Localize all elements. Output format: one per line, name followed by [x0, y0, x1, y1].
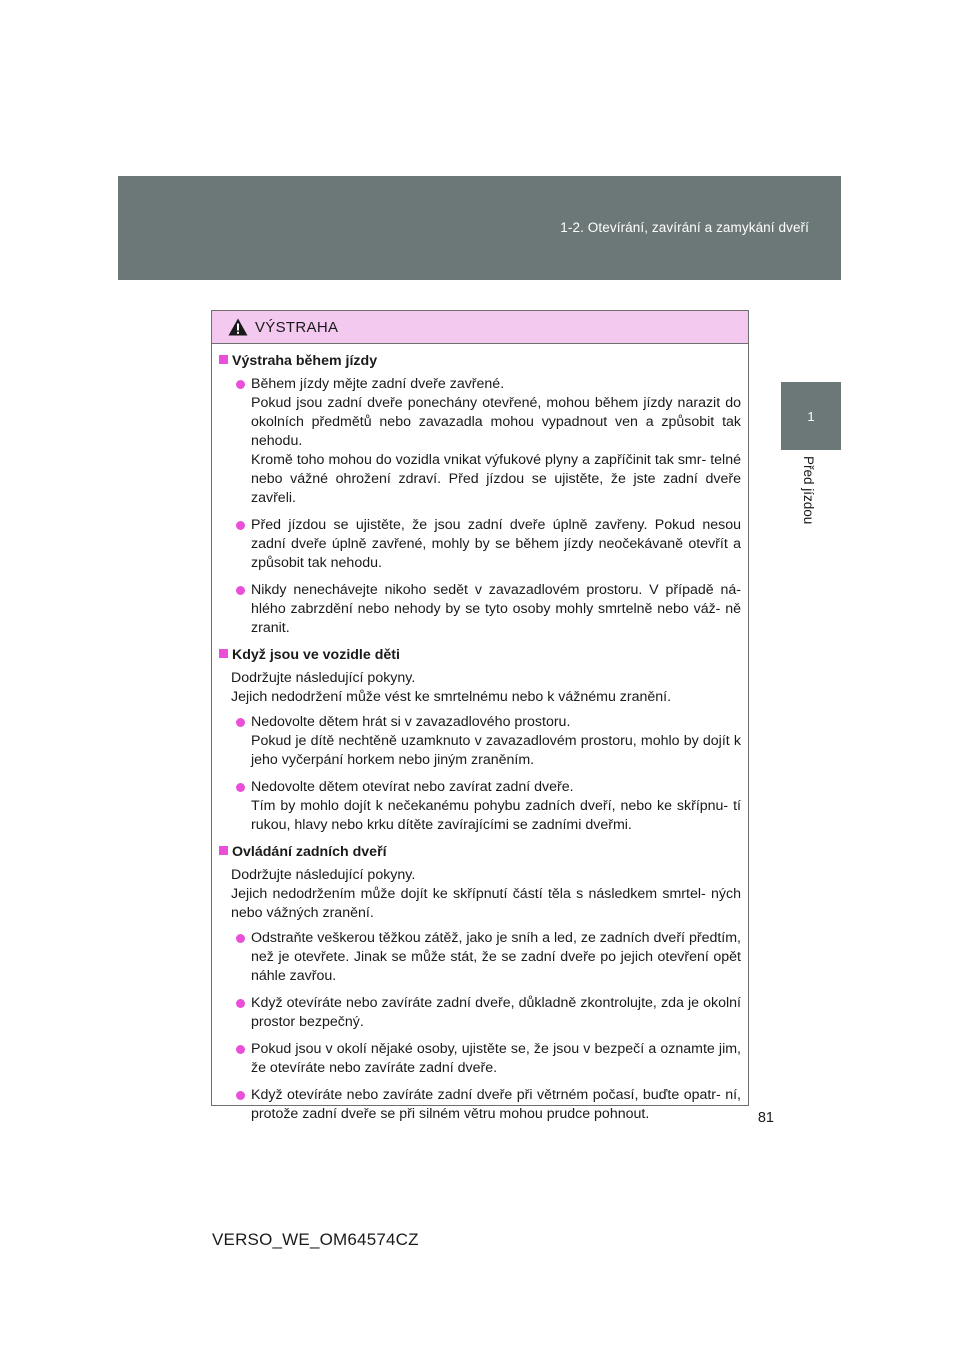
- paragraph-line: Jejich nedodržením může dojít ke skřípnutí částí těla s následkem smrtel- ných nebo vážných zranění.: [231, 886, 741, 921]
- item-line: Před jízdou se ujistěte, že jsou zadní dveře úplně zavřeny. Pokud nesou zadní dveře úplně zavřené, mohly by se během jízdy neočekávaně otevřít a způsobit tak nehodu.: [251, 517, 741, 571]
- warning-triangle-icon: [228, 318, 248, 336]
- section-heading: [219, 352, 741, 371]
- item-line: Kromě toho mohou do vozidla vnikat výfukové plyny a zapříčinit tak smr- telné nebo vážné ohrožení zdraví. Před jízdou se ujistěte, že jste zadní dveře zavřeli.: [251, 452, 741, 506]
- section-heading-text: Když jsou ve vozidle děti: [232, 647, 400, 663]
- bullet-icon: [236, 521, 245, 530]
- chapter-label: [781, 452, 841, 552]
- item-line: Když otevíráte nebo zavíráte zadní dveře při větrném počasí, buďte opatr- ní, protože zadní dveře se při silném větru mohou prudce pohnout.: [251, 1087, 741, 1122]
- list-item: [219, 516, 741, 573]
- item-line: Pokud je dítě nechtěně uzamknuto v zavazadlovém prostoru, mohlo by dojít k jeho vyčerpání horkem nebo jiným zraněním.: [251, 733, 741, 768]
- bullet-icon: [236, 783, 245, 792]
- square-bullet-icon: [219, 355, 228, 364]
- header-band: [118, 176, 841, 280]
- list-item: [219, 929, 741, 986]
- list-item: [219, 1086, 741, 1124]
- bullet-icon: [236, 586, 245, 595]
- paragraph-line: Dodržujte následující pokyny.: [231, 670, 416, 686]
- item-line: Odstraňte veškerou těžkou zátěž, jako je sníh a led, ze zadních dveří předtím, než je otevřete. Jinak se může stát, že se zadní dveře po jejich otevření opět náhle zavřou.: [251, 930, 741, 984]
- paragraph-line: Dodržujte následující pokyny.: [231, 867, 416, 883]
- bullet-icon: [236, 1045, 245, 1054]
- document-code: VERSO_WE_OM64574CZ: [212, 1230, 419, 1249]
- list-item: [219, 581, 741, 638]
- chapter-tab: [781, 382, 841, 450]
- paragraph: [219, 669, 741, 707]
- item-line: Když otevíráte nebo zavíráte zadní dveře, důkladně zkontrolujte, zda je okolní prostor bezpečný.: [251, 995, 741, 1030]
- square-bullet-icon: [219, 846, 228, 855]
- item-line: Během jízdy mějte zadní dveře zavřené.: [251, 376, 505, 392]
- list-item: [219, 713, 741, 770]
- bullet-icon: [236, 380, 245, 389]
- chapter-label-text: Před jízdou: [801, 456, 816, 525]
- paragraph-line: Jejich nedodržení může vést ke smrtelnému nebo k vážnému zranění.: [231, 689, 672, 705]
- warning-title: VÝSTRAHA: [255, 318, 339, 336]
- warning-body: [212, 344, 748, 1124]
- item-line: Pokud jsou v okolí nějaké osoby, ujistěte se, že jsou v bezpečí a oznamte jim, že otevíráte nebo zavíráte zadní dveře.: [251, 1041, 741, 1076]
- bullet-icon: [236, 999, 245, 1008]
- list-item: [219, 375, 741, 508]
- section-title: 1-2. Otevírání, zavírání a zamykání dveří: [560, 220, 809, 235]
- item-line: Nikdy nenechávejte nikoho sedět v zavazadlovém prostoru. V případě ná- hlého zabrzdění nebo nehody by se tyto osoby mohly smrtelně nebo váž- ně zranit.: [251, 582, 741, 636]
- bullet-icon: [236, 718, 245, 727]
- square-bullet-icon: [219, 649, 228, 658]
- page-number: 81: [757, 1110, 774, 1126]
- section-heading: [219, 843, 741, 862]
- item-line: Nedovolte dětem otevírat nebo zavírat zadní dveře.: [251, 779, 574, 795]
- section-heading-text: Výstraha během jízdy: [232, 353, 378, 369]
- paragraph: [219, 866, 741, 923]
- item-line: Nedovolte dětem hrát si v zavazadlového prostoru.: [251, 714, 571, 730]
- bullet-icon: [236, 1091, 245, 1100]
- warning-header: [212, 311, 748, 344]
- section-heading-text: Ovládání zadních dveří: [232, 844, 387, 860]
- warning-box: [211, 310, 749, 1122]
- section-heading: [219, 646, 741, 665]
- list-item: [219, 994, 741, 1032]
- bullet-icon: [236, 934, 245, 943]
- list-item: [219, 778, 741, 835]
- item-line: Tím by mohlo dojít k nečekanému pohybu zadních dveří, nebo ke skřípnu- tí rukou, hlavy nebo krku dítěte zavírajícími se zadními dveřmi.: [251, 798, 741, 833]
- chapter-number: 1: [807, 408, 815, 424]
- item-line: Pokud jsou zadní dveře ponechány otevřené, mohou během jízdy narazit do okolních předmětů nebo zavazadla mohou vypadnout ven a způsobit tak nehodu.: [251, 395, 741, 449]
- list-item: [219, 1040, 741, 1078]
